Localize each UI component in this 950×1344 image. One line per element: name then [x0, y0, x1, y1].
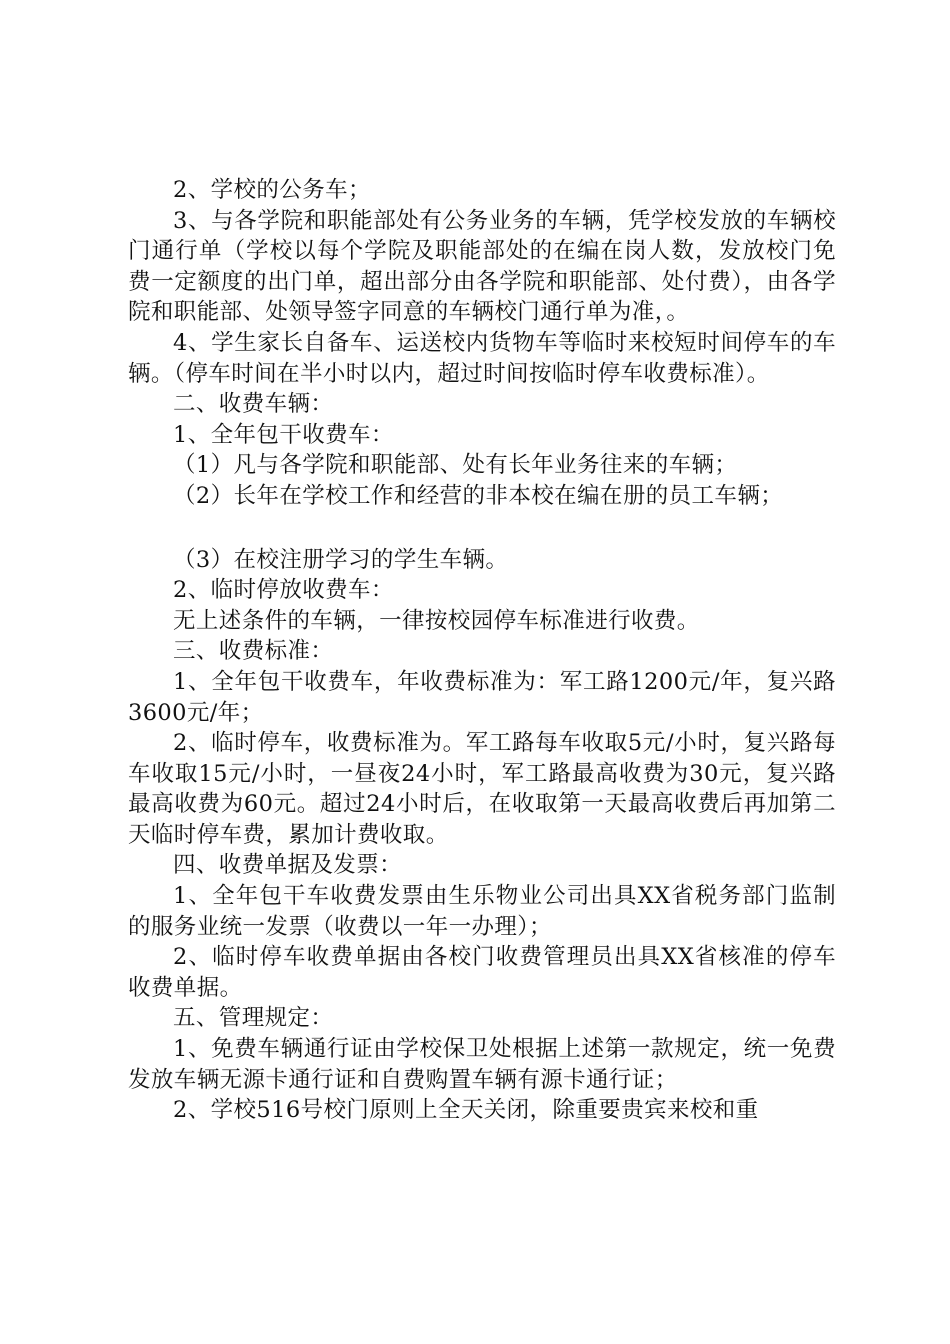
paragraph-1: 2、学校的公务车； [173, 177, 371, 203]
section-heading-2: 二、收费车辆： [173, 391, 334, 418]
paragraph-10: 无上述条件的车辆，一律按校园停车标准进行收费。 [173, 607, 700, 634]
section-heading-3: 三、收费标准： [173, 638, 334, 665]
section-heading-5: 五、管理规定： [173, 1005, 334, 1032]
document-body [128, 175, 836, 1126]
paragraph-7: （2）长年在学校工作和经营的非本校在编在册的员工车辆； [173, 482, 784, 509]
paragraph-9: 2、临时停放收费车： [173, 577, 394, 604]
paragraph-19: 2、学校516号校门原则上全天关闭，除重要贵宾来校和重 [173, 1097, 759, 1124]
paragraph-16: 2、临时停车收费单据由各校门收费管理员出具XX省核准的停车收费单据。 [128, 944, 836, 1001]
paragraph-12: 1、全年包干收费车，年收费标准为：军工路1200元/年，复兴路3600元/年； [128, 668, 836, 726]
paragraph-3: 4、学生家长自备车、运送校内货物车等临时来校短时间停车的车辆。（停车时间在半小时以内，超过时间按临时停车收费标准）。 [128, 329, 836, 387]
paragraph-13: 2、临时停车，收费标准为。军工路每车收取5元/小时，复兴路每车收取15元/小时，一昼夜24小时，军工路最高收费为30元，复兴路最高收费为60元。超过24小时后，在收取第一天最高收费后再加第二天临时停车费，累加计费收取。 [128, 730, 836, 848]
section-heading-4: 四、收费单据及发票： [173, 852, 403, 879]
paragraph-2: 3、与各学院和职能部处有公务业务的车辆，凭学校发放的车辆校门通行单（学校以每个学院及职能部处的在编在岗人数，发放校门免费一定额度的出门单，超出部分由各学院和职能部、处付费），由各学院和职能部、处领导签字同意的车辆校门通行单为准，。 [128, 207, 836, 326]
paragraph-8: （3）在校注册学习的学生车辆。 [173, 546, 509, 573]
paragraph-6: （1）凡与各学院和职能部、处有长年业务往来的车辆； [173, 452, 738, 479]
paragraph-5: 1、全年包干收费车： [173, 421, 394, 448]
paragraph-15: 1、全年包干车收费发票由生乐物业公司出具XX省税务部门监制的服务业统一发票（收费以一年一办理）； [128, 883, 836, 940]
paragraph-18: 1、免费车辆通行证由学校保卫处根据上述第一款规定，统一免费发放车辆无源卡通行证和自费购置车辆有源卡通行证； [128, 1036, 836, 1093]
